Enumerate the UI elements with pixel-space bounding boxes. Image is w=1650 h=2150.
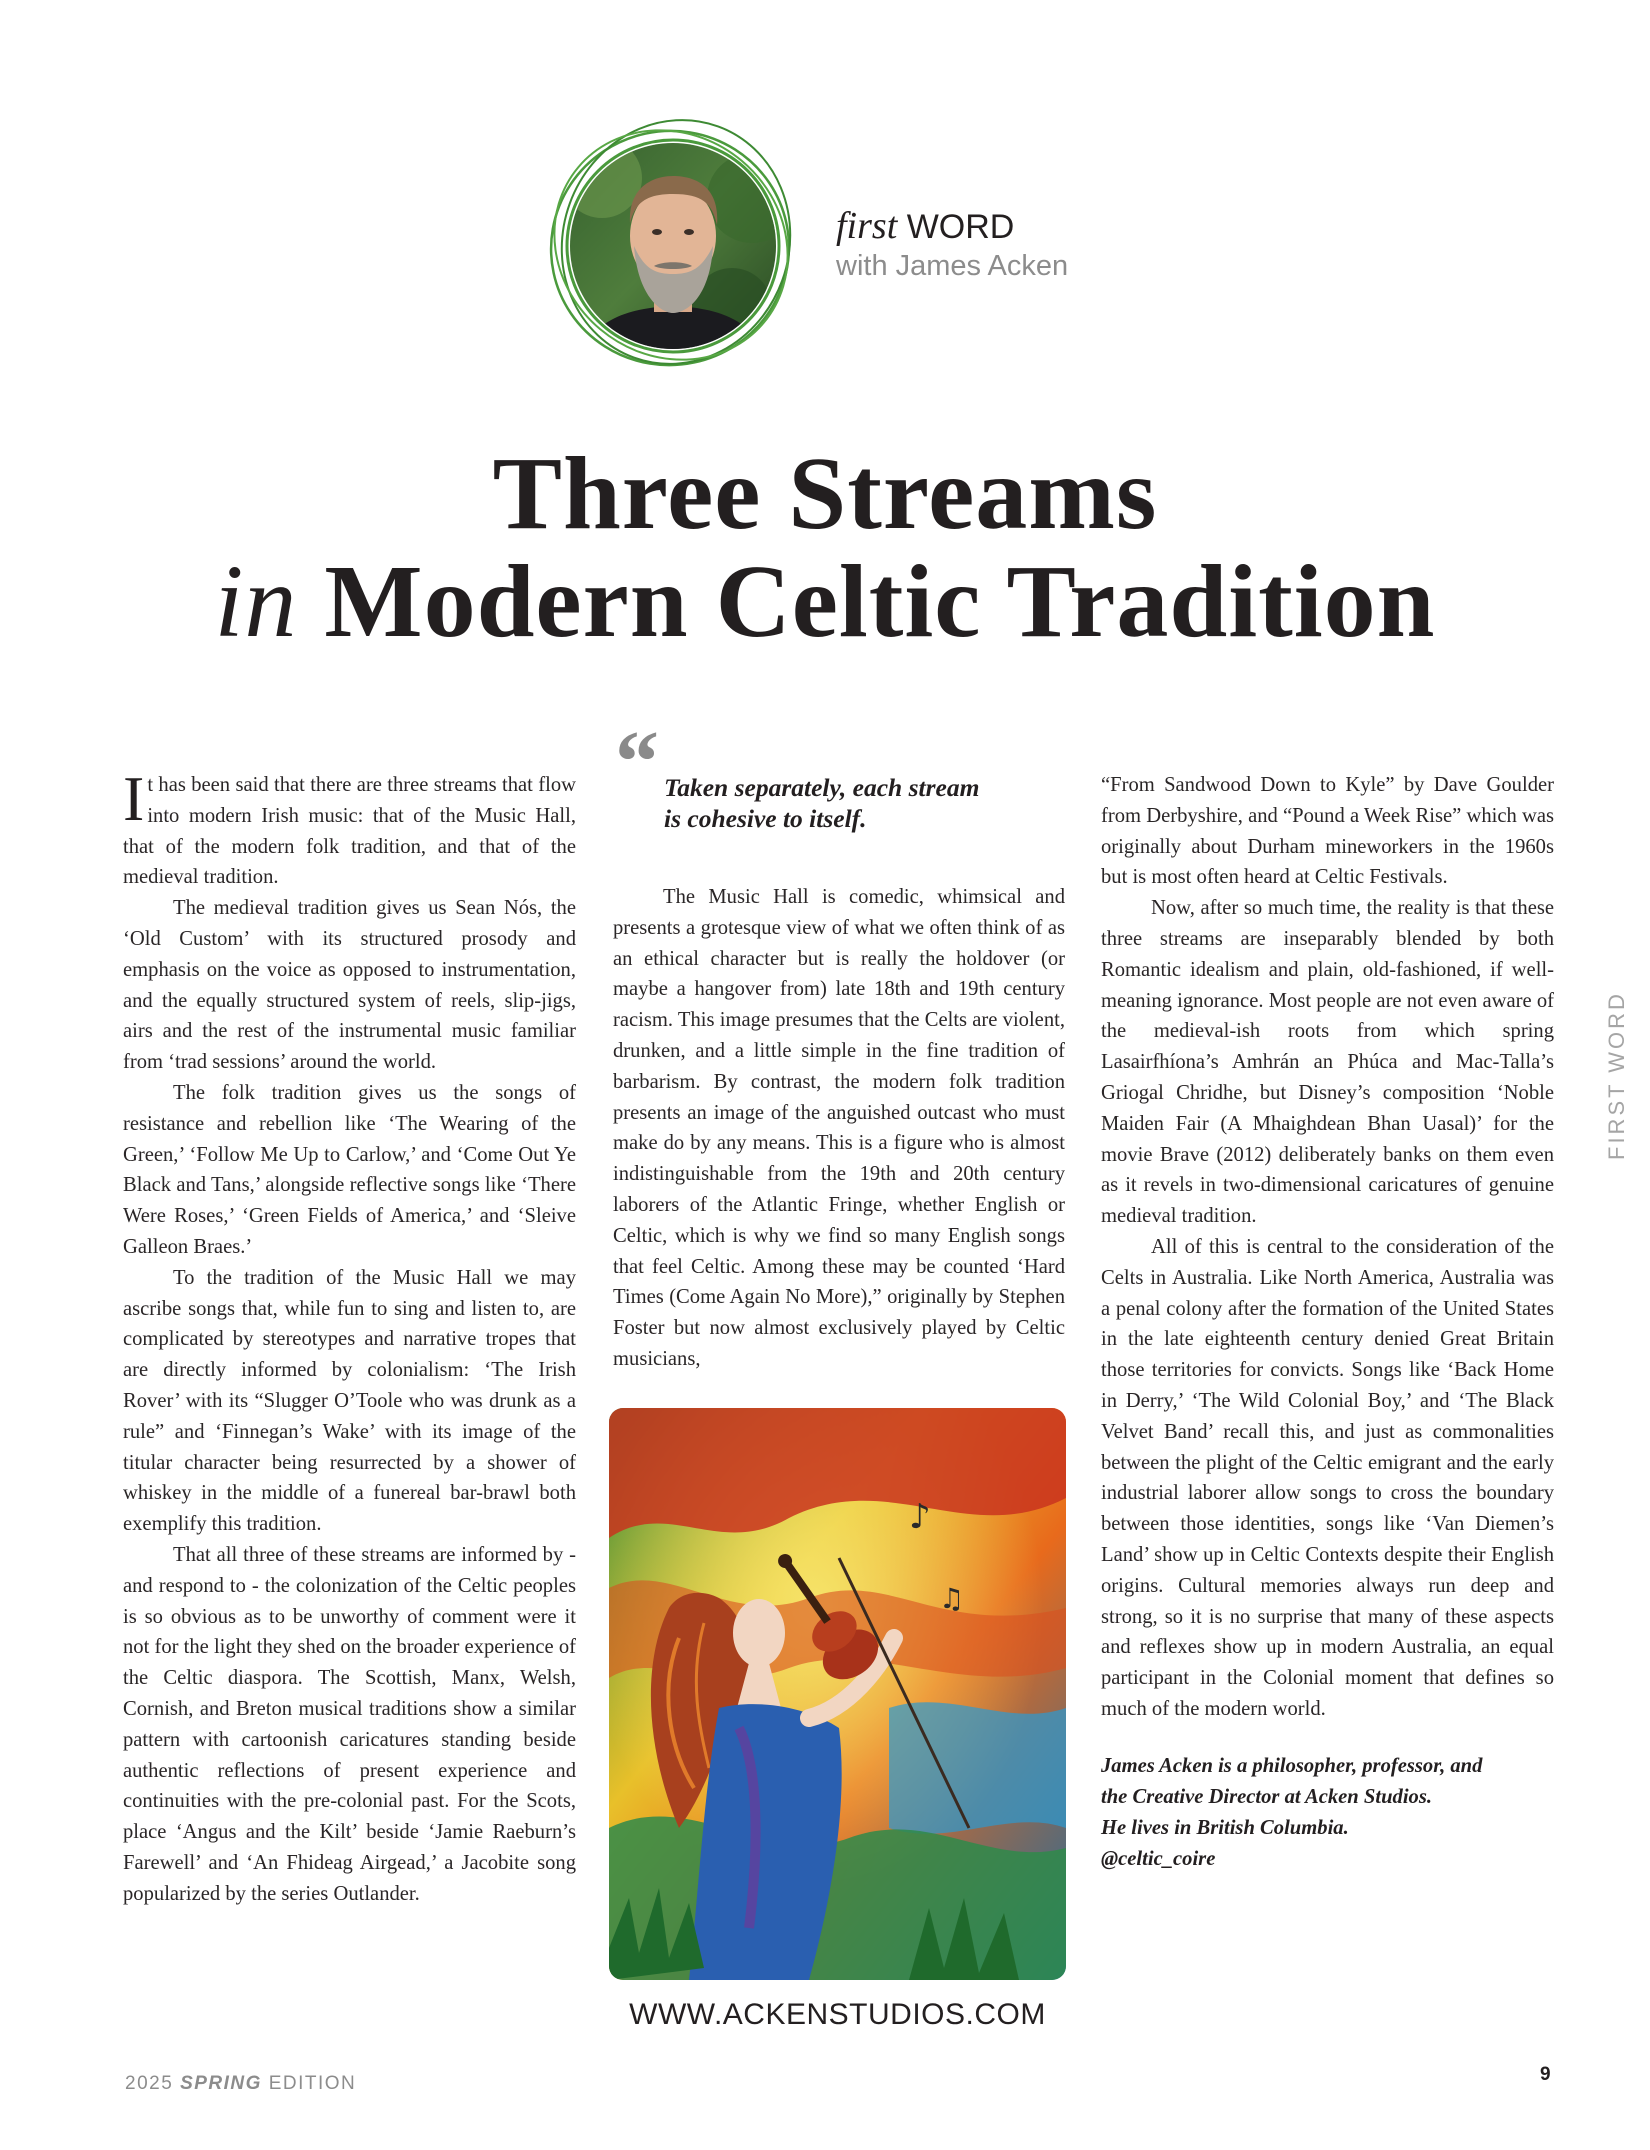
paragraph: To the tradition of the Music Hall we may ascribe songs that, while fun to sing and listen to, are complicated by stereotypes and narrative tropes that are directly informed by colonialism: ‘The Irish Rover’ with its “Slugger O’Toole who was drunk as a rule” and ‘Finnegan’s Wake’ with its image of the titular character being resurrected by a shower of whiskey in the middle of a funereal bar-brawl both exemplify this tradition. [123, 1266, 576, 1536]
paragraph: Now, after so much time, the reality is that these three streams are inseparably blended by both Romantic idealism and plain, old-fashioned, if well-meaning ignorance. Most people are not even aware of the medieval-ish roots from which spring Lasairfhíona’s Amhrán an Phúca and Mac-Talla’s Griogal Chridhe, but Disney’s composition ‘Noble Maiden Fair (A Mhaighdean Bhan Uasal)’ for the movie Brave (2012) deliberately banks on them even as it revels in two-dimensional caricatures of genuine medieval tradition. [1101, 897, 1554, 1228]
svg-text:♪: ♪ [909, 1497, 931, 1537]
paragraph: The medieval tradition gives us Sean Nós, the ‘Old Custom’ with its structured prosody and emphasis on the voice as opposed to instrumentation, and the equally structured system of reels, slip-jigs, airs and the rest of the instrumental music familiar from ‘trad sessions’ around the world. [123, 897, 576, 1074]
footer-season: SPRING [180, 2073, 262, 2094]
article-column-3 [1101, 770, 1554, 1875]
column-header [836, 206, 1068, 283]
bio-handle: @celtic_coire [1101, 1847, 1216, 1870]
paragraph [123, 763, 576, 893]
drop-cap: I [123, 763, 145, 834]
column-byline: with James Acken [836, 249, 1069, 282]
article-headline [0, 436, 1650, 659]
article-column-2 [613, 714, 1065, 1375]
bio-line: James Acken is a philosopher, professor, and [1101, 1754, 1483, 1777]
column-title-caps: WORD [906, 208, 1015, 246]
column-title [836, 206, 1068, 248]
painting-image [609, 1408, 1066, 1980]
pull-quote [613, 714, 1065, 882]
author-portrait [542, 108, 800, 380]
paragraph: The folk tradition gives us the songs of resistance and rebellion like ‘The Wearing of the Green,’ ‘Follow Me Up to Carlow,’ and ‘Come Out Ye Black and Tans,’ alongside reflective songs like ‘There Were Roses,’ ‘Green Fields of America,’ and ‘Sleive Galleon Braes.’ [123, 1081, 576, 1258]
pull-quote-line: is cohesive to itself. [664, 804, 867, 833]
author-bio [1101, 1751, 1554, 1875]
headline-italic-word: in [214, 544, 298, 659]
headline-line-2 [0, 544, 1650, 659]
bio-line: He lives in British Columbia. [1101, 1816, 1349, 1839]
pull-quote-line: Taken separately, each stream [664, 773, 980, 802]
footer-edition [125, 2073, 356, 2095]
headline-line-1: Three Streams [492, 436, 1158, 551]
headline-line-2-text: Modern Celtic Tradition [324, 544, 1436, 659]
bio-line: the Creative Director at Acken Studios. [1101, 1785, 1433, 1808]
website-link[interactable]: WWW.ACKENSTUDIOS.COM [629, 1998, 1046, 2031]
pull-quote-text [664, 772, 979, 834]
portrait-image [542, 108, 800, 380]
paragraph-text: t has been said that there are three streams that flow into modern Irish music: that of the Music Hall, that of the modern folk tradition, and that of the medieval tradition. [123, 774, 576, 889]
page-number: 9 [1540, 2064, 1551, 2085]
svg-text:♫: ♫ [939, 1582, 965, 1615]
paragraph: The Music Hall is comedic, whimsical and presents a grotesque view of what we often think of as an ethical character but is really the holdover (or maybe a hangover from) late 18th and 19th century racism. This image presumes that the Celts are violent, drunken, and a little simple in the fine tradition of barbarism. By contrast, the modern folk tradition presents an image of the anguished outcast who must make do by any means. This is a figure who is almost indistinguishable from the 19th and 20th century laborers of the Atlantic Fringe, whether English or Celtic, which is why we find so many English songs that feel Celtic. Among these may be counted ‘Hard Times (Come Again No More),” originally by Stephen Foster but now almost exclusively played by Celtic musicians, [613, 886, 1065, 1370]
violinist-painting [609, 1408, 1066, 1980]
paragraph: That all three of these streams are informed by - and respond to - the colonization of the Celtic peoples is so obvious as to be unworthy of comment were it not for the light they shed on the broader experience of the Celtic diaspora. The Scottish, Manx, Welsh, Cornish, and Breton musical traditions show a similar pattern with cartoonish caricatures standing beside authentic reflections of present experience and continuities with the pre-colonial past. For the Scots, place ‘Angus and the Kilt’ beside ‘Jamie Raeburn’s Farewell’ and ‘An Fhideag Airgead,’ a Jacobite song popularized by the series Outlander. [123, 1543, 576, 1905]
footer-year: 2025 [125, 2073, 174, 2094]
footer-edition-label: EDITION [268, 2073, 357, 2094]
column-title-italic: first [836, 205, 898, 247]
quote-mark-icon: “ [615, 714, 659, 811]
paragraph: All of this is central to the consideration of the Celts in Australia. Like North America, Australia was a penal colony after the formation of the United States in the late eighteenth century denied Great Britain those territories for convicts. Songs like ‘Back Home in Derry,’ ‘The Wild Colonial Boy,’ and ‘The Black Velvet Band’ recall this, and just as commonalities between the plight of the Celtic emigrant and the early industrial laborer allow songs to cross the boundary between those identities, songs like ‘Van Diemen’s Land’ show up in Celtic Contexts despite their English origins. Cultural memories always run deep and strong, so it is no surprise that many of these aspects and reflexes show up in modern Australia, an equal participant in the Colonial moment that defines so much of the modern world. [1101, 1235, 1554, 1720]
article-column-1 [123, 763, 576, 1909]
paragraph: “From Sandwood Down to Kyle” by Dave Goulder from Derbyshire, and “Pound a Week Rise” which was originally about Durham mineworkers in the 1960s but is most often heard at Celtic Festivals. [1101, 774, 1554, 889]
section-side-label: FIRST WORD [1604, 991, 1629, 1160]
